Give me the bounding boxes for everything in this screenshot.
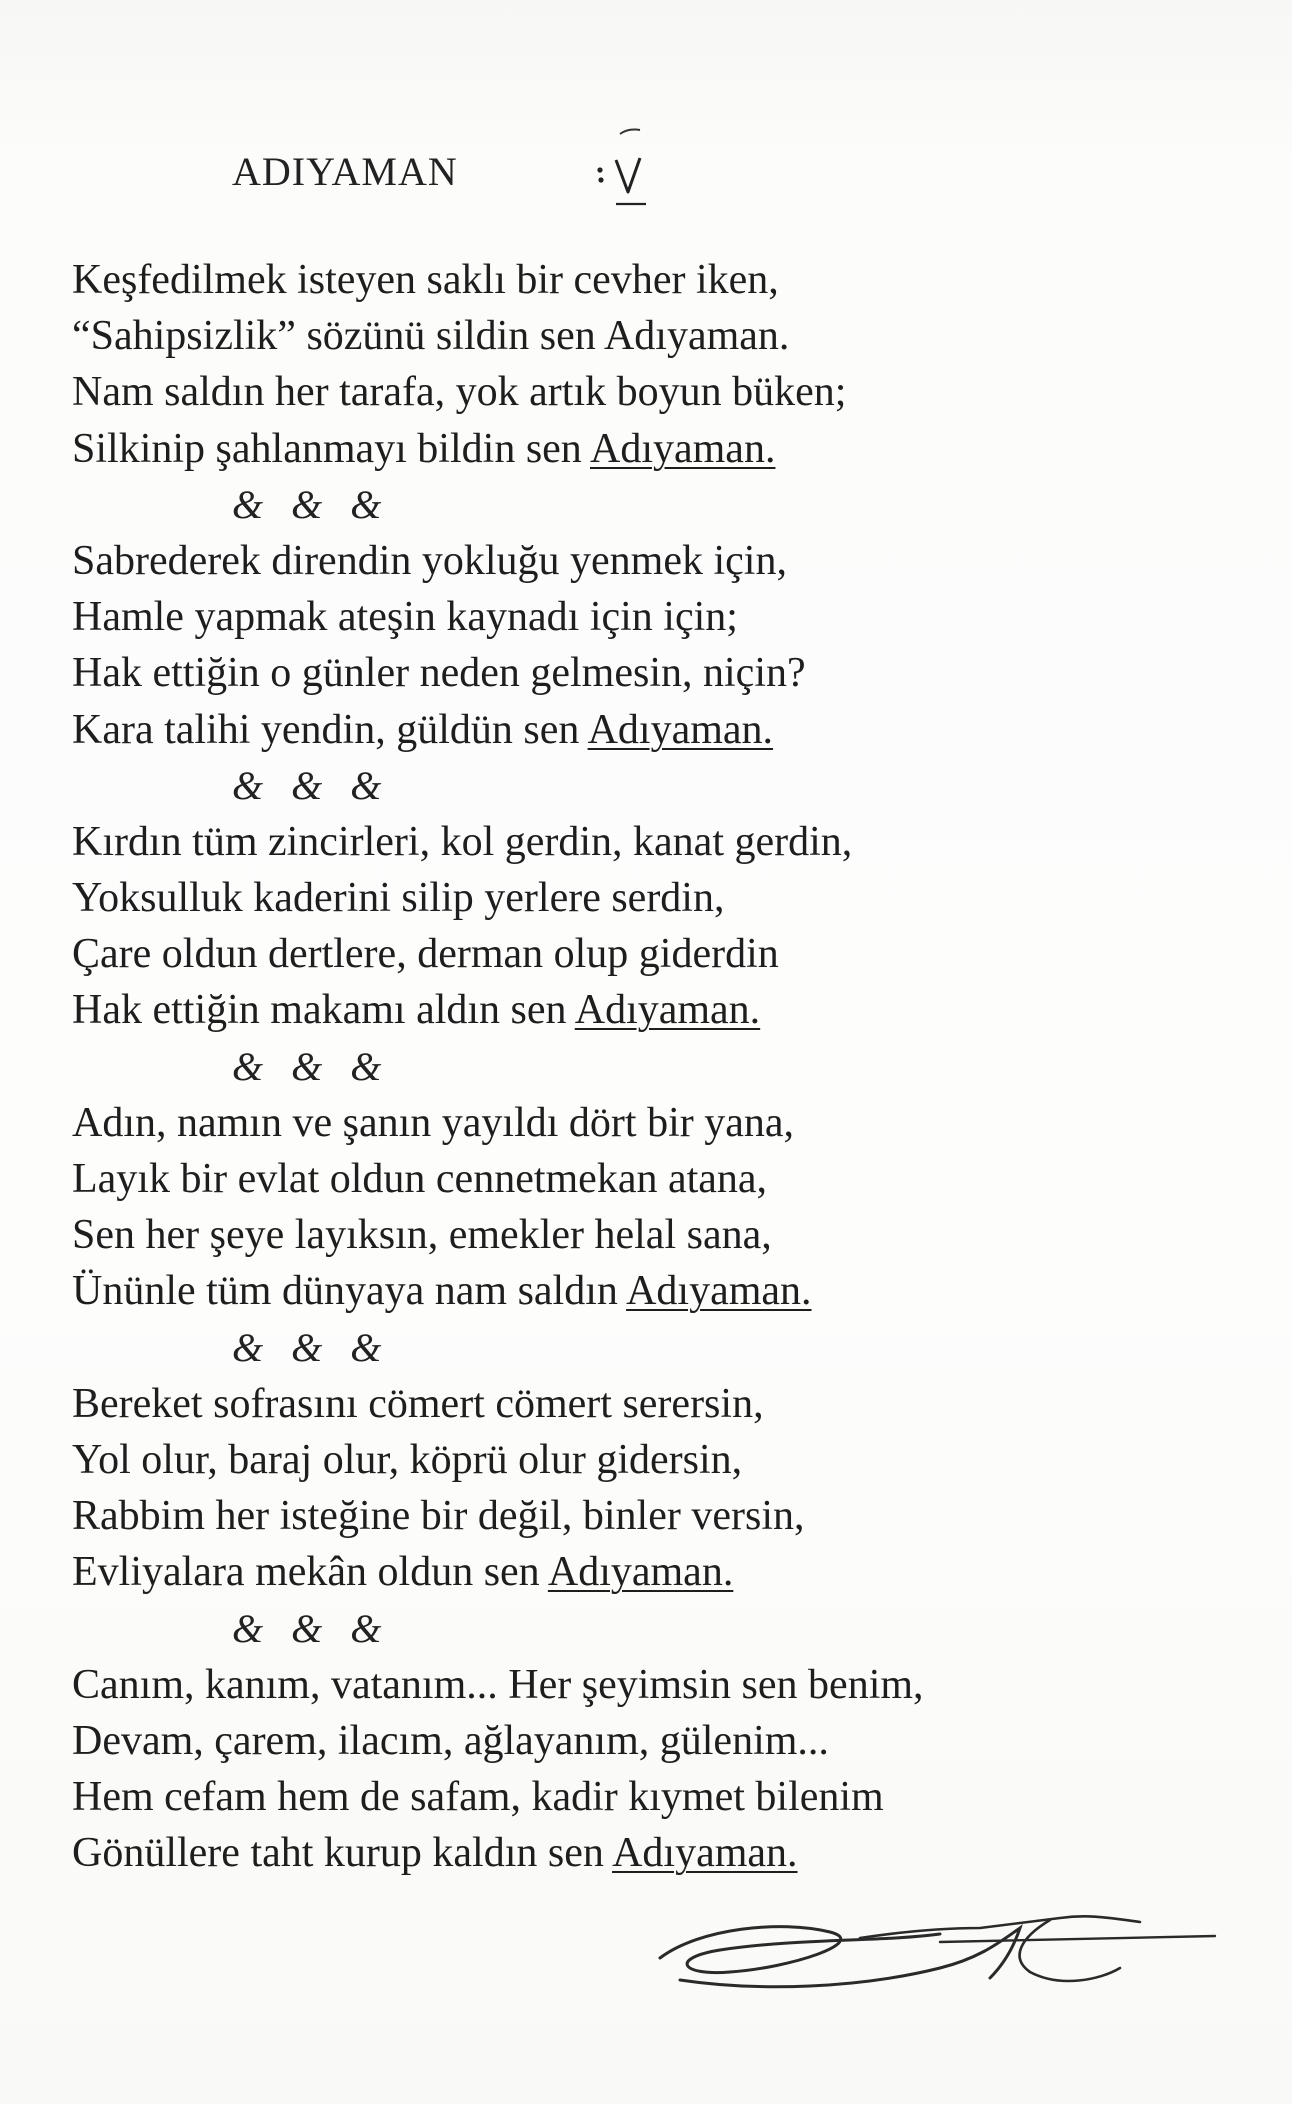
refrain-text: Silkinip şahlanmayı bildin sen — [72, 425, 590, 472]
refrain-text: Gönüllere taht kurup kaldın sen — [72, 1830, 613, 1877]
verse-line: Bereket sofrasını cömert cömert serersin, — [72, 1380, 764, 1427]
stanza-separator: & & & — [232, 1043, 382, 1089]
verse-line-refrain — [72, 421, 1272, 477]
refrain-text: Evliyalara mekân oldun sen — [72, 1549, 548, 1596]
verse-line: Hak ettiğin o günler neden gelmesin, niçin? — [72, 650, 806, 697]
verse-line: Keşfedilmek isteyen saklı bir cevher iken, — [72, 257, 779, 303]
verse-line: Canım, kanım, vatanım... Her şeyimsin sen benim, — [72, 1661, 924, 1708]
verse-line: Kırdın tüm zincirleri, kol gerdin, kanat gerdin, — [72, 818, 853, 865]
refrain-place-underlined: Adıyaman. — [590, 425, 776, 472]
verse-line: Sen her şeye layıksın, emekler helal sana, — [72, 1212, 772, 1259]
stanza — [72, 814, 1272, 1039]
refrain-place-underlined: Adıyaman. — [612, 1830, 798, 1877]
refrain-text: Kara talihi yendin, güldün sen — [72, 706, 588, 753]
stanza — [72, 1657, 1272, 1882]
refrain-place-underlined: Adıyaman. — [547, 1549, 734, 1596]
verse-line-refrain — [72, 702, 1272, 758]
refrain-text: Hak ettiğin makamı aldın sen — [72, 987, 575, 1034]
refrain-place-underlined: Adıyaman. — [587, 706, 774, 753]
verse-line: “Sahipsizlik” sözünü sildin sen Adıyaman. — [72, 313, 790, 360]
poem-title: ADIYAMAN — [232, 149, 458, 194]
verse-line-refrain — [72, 1263, 1272, 1319]
stanza — [72, 252, 1272, 477]
verse-line: Çare oldun dertlere, derman olup giderdin — [72, 931, 779, 978]
stanza-separator: & & & — [232, 1605, 382, 1651]
refrain-place-underlined: Adıyaman. — [626, 1268, 812, 1315]
stanza — [72, 1376, 1272, 1601]
verse-line-refrain — [72, 1825, 1272, 1881]
stanza-separator: & & & — [232, 762, 382, 808]
verse-line: Hem cefam hem de safam, kadir kıymet bilenim — [72, 1774, 884, 1821]
refrain-text: Ününle tüm dünyaya nam saldın — [72, 1268, 627, 1315]
verse-line: Yoksulluk kaderini silip yerlere serdin, — [72, 875, 725, 922]
stanza-separator: & & & — [232, 481, 382, 527]
verse-line: Sabrederek direndin yokluğu yenmek için, — [72, 537, 787, 584]
stanza-separator: & & & — [232, 1324, 382, 1370]
verse-line-refrain — [72, 982, 1272, 1038]
verse-line: Nam saldın her tarafa, yok artık boyun büken; — [72, 369, 847, 416]
handwritten-mark — [592, 118, 652, 208]
handwritten-signature — [640, 1898, 1220, 2008]
poem-body — [72, 252, 1272, 1881]
verse-line: Yol olur, baraj olur, köprü olur gidersin, — [72, 1436, 743, 1483]
refrain-place-underlined: Adıyaman. — [574, 987, 761, 1034]
verse-line-refrain — [72, 1544, 1272, 1600]
verse-line: Rabbim her isteğine bir değil, binler versin, — [72, 1493, 805, 1540]
stanza — [72, 533, 1272, 758]
verse-line: Layık bir evlat oldun cennetmekan atana, — [72, 1156, 768, 1202]
stanza — [72, 1095, 1272, 1320]
verse-line: Hamle yapmak ateşin kaynadı için için; — [72, 594, 738, 641]
verse-line: Devam, çarem, ilacım, ağlayanım, gülenim... — [72, 1717, 829, 1764]
verse-line: Adın, namın ve şanın yayıldı dört bir yana, — [72, 1099, 795, 1146]
